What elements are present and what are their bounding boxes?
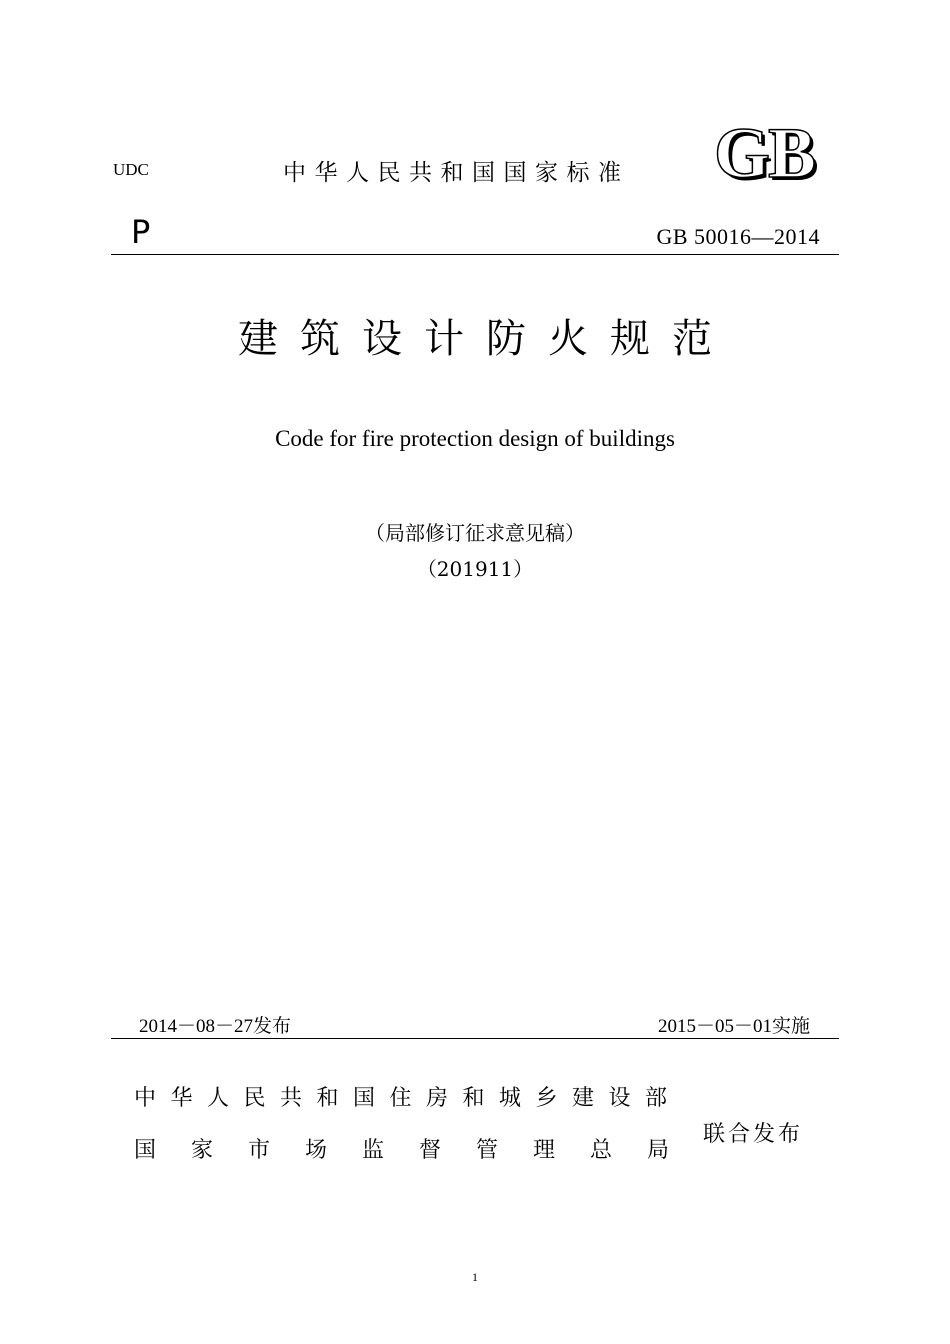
- issue-date-label: 发布: [253, 1015, 292, 1037]
- udc-label: UDC: [113, 160, 149, 179]
- issuer-administration: 国家市场监督管理总局: [134, 1138, 705, 1163]
- classification-code: P: [131, 213, 151, 251]
- issue-date: [139, 1011, 291, 1038]
- implementation-date: [658, 1011, 810, 1038]
- implementation-date-value: 2015－05－01: [657, 1016, 772, 1037]
- footer-divider: [111, 1038, 839, 1039]
- document-title-chinese: 建筑设计防火规范: [238, 316, 734, 362]
- draft-date: （201911）: [416, 557, 534, 581]
- gb-logo: GB: [714, 113, 815, 193]
- standard-type-heading: 中华人民共和国国家标准: [283, 160, 630, 186]
- issuer-ministry: 中华人民共和国住房和城乡建设部: [134, 1086, 682, 1111]
- header-divider: [111, 254, 839, 255]
- standard-number: GB 50016—2014: [656, 224, 820, 249]
- implementation-date-label: 实施: [771, 1015, 810, 1037]
- joint-issue-label: 联合发布: [703, 1122, 804, 1147]
- issue-date-value: 2014－08－27: [139, 1016, 254, 1037]
- document-title-english: Code for fire protection design of buildings: [275, 426, 675, 451]
- page-number: 1: [472, 1270, 478, 1284]
- draft-note: （局部修订征求意见稿）: [365, 521, 585, 545]
